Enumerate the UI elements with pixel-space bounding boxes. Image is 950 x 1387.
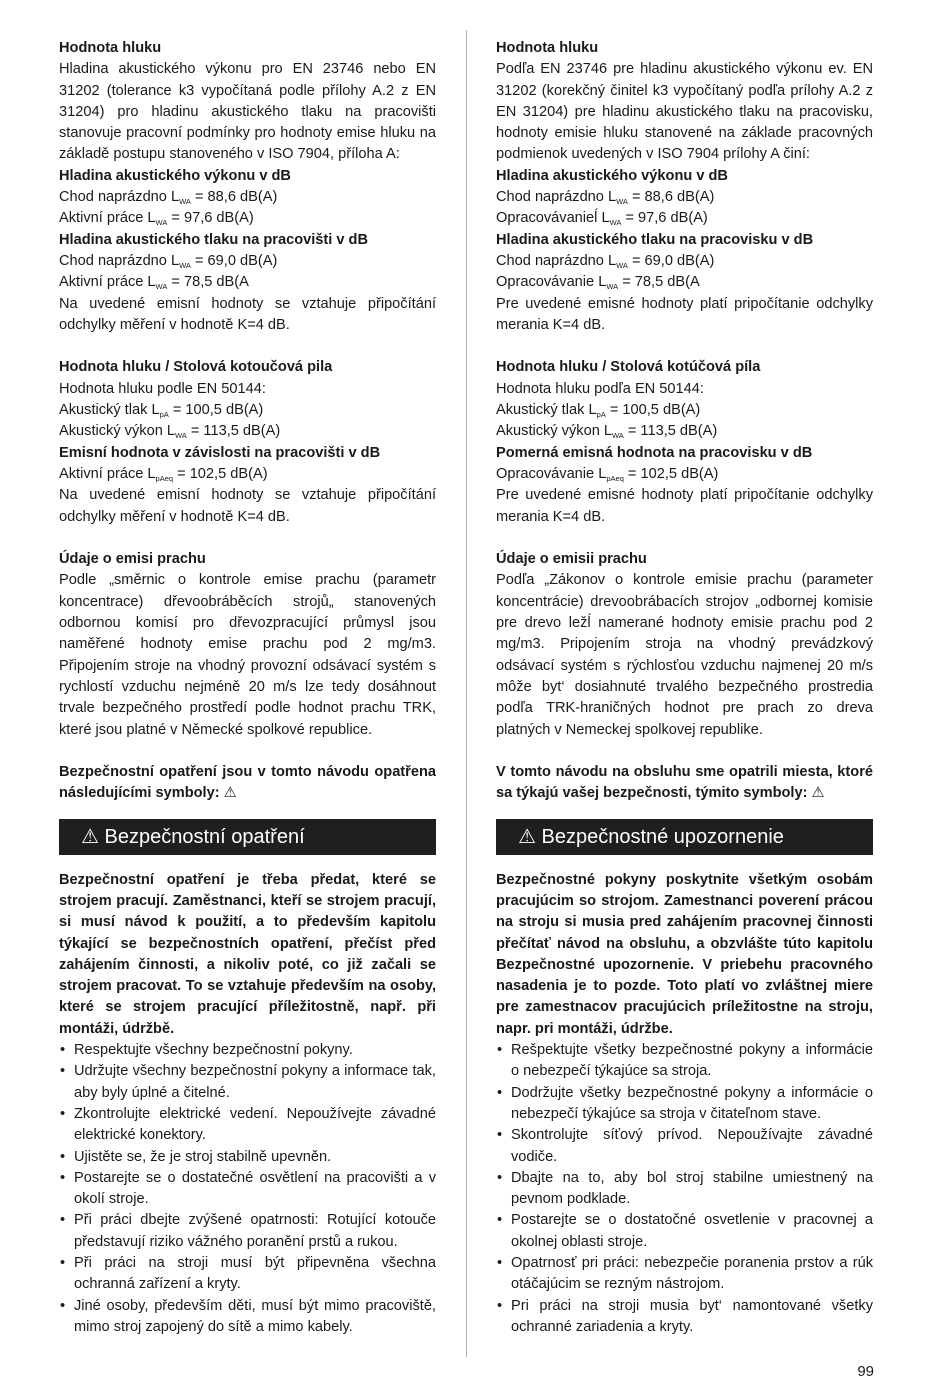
saw-pressure: Akustický tlak $L_{pA} = 100,5$ dB(A) bbox=[59, 402, 264, 420]
safety-title-box: ⚠ Bezpečnostné upozornenie bbox=[496, 819, 873, 855]
safety-intro: Bezpečnostné pokyny poskytnite všetkým osobám pracujúcim so strojom. Zamestnanci poverení prácou na stroju si musia pred zahájením pracovnej činnosti přečítať návod na obsluhu, a obzvlášte túto kapitolu Bezpečnostné upozornenie. V priebehu pracovného nasadenia je to pozde. Toto platí vo zvláštnej miere pre zamestnacov pracujúcich príležitostne na stroju, napr. pri montáži, údržbe. bbox=[496, 871, 873, 1037]
power-heading: Hladina akustického výkonu v dB bbox=[59, 167, 291, 184]
saw-power: Akustický výkon $L_{WA} = 113,5$ dB(A) bbox=[59, 423, 281, 441]
list-item: • Ujistěte se, že je stroj stabilně upevněn. bbox=[59, 1147, 436, 1168]
pressure-heading: Hladina akustického tlaku na pracovisku v dB bbox=[496, 231, 814, 248]
list-item: • Rešpektujte všetky bezpečnostné pokyny a informácie o nebezpečí týkajúce sa stroja. bbox=[496, 1040, 873, 1083]
list-item: • Udržujte všechny bezpečnostní pokyny a informace tak, aby byly úplné a čitelné. bbox=[59, 1061, 436, 1104]
saw-intro: Hodnota hluku podľa EN 50144: bbox=[496, 380, 704, 397]
list-item: • Postarejte se o dostatočné osvetlenie v pracovnej a okolnej oblasti stroje. bbox=[496, 1210, 873, 1253]
pressure-work: Aktivní práce $L_{WA} = 78,5$ dB(A bbox=[59, 274, 249, 292]
saw-intro: Hodnota hluku podle EN 50144: bbox=[59, 380, 266, 397]
safety-title-box: ⚠ Bezpečnostní opatření bbox=[59, 819, 436, 855]
list-item: • Dodržujte všetky bezpečnostné pokyny a informácie o nebezpečí týkajúce sa stroja v čitateľnom stave. bbox=[496, 1083, 873, 1126]
list-item: • Opatrnosť pri práci: nebezpečie poranenia prstov a rúk otáčajúcim se rezným nástrojom. bbox=[496, 1253, 873, 1296]
noise-heading: Hodnota hluku bbox=[496, 40, 599, 56]
list-item: • Jiné osoby, především děti, musí být mimo pracoviště, mimo stroj zapojený do sítě a mimo kabely. bbox=[59, 1296, 436, 1339]
power-work: Aktivní práce $L_{WA} = 97,6$ dB(A) bbox=[59, 210, 254, 228]
left-column bbox=[59, 38, 436, 1338]
pressure-idle: Chod naprázdno $L_{WA} = 69,0$ dB(A) bbox=[59, 252, 278, 270]
list-item: • Při práci na stroji musí být připevněna všechna ochranná zařízení a kryty. bbox=[59, 1253, 436, 1296]
emission-work: Opracovávanie $L_{pAeq} = 102,5$ dB(A) bbox=[496, 465, 719, 483]
list-item: • Skontrolujte síťový prívod. Nepoužívajte závadné vodiče. bbox=[496, 1125, 873, 1168]
symbols-text: Bezpečnostní opatření jsou v tomto návodu opatřena následujícími symboly: ⚠ bbox=[59, 764, 436, 802]
tolerance-text: Pre uvedené emisné hodnoty platí pripočítanie odchylky merania K=4 dB. bbox=[496, 295, 873, 333]
list-item: • Dbajte na to, aby bol stroj stabilne umiestnený na pevnom podklade. bbox=[496, 1168, 873, 1211]
list-item: • Postarejte se o dostatečné osvětlení na pracovišti a v okolí stroje. bbox=[59, 1168, 436, 1211]
list-item: • Zkontrolujte elektrické vedení. Nepoužívejte závadné elektrické konektory. bbox=[59, 1104, 436, 1147]
saw-pressure: Akustický tlak $L_{pA} = 100,5$ dB(A) bbox=[496, 402, 701, 420]
power-idle: Chod naprázdno $L_{WA} = 88,6$ dB(A) bbox=[496, 189, 715, 207]
dust-text: Podľa „Zákonov o kontrole emisie prachu (parameter koncentrácie) drevoobrábacích strojov „odbornej komisie pre drevo ležĺ namerané hodnoty emisie prachu pod 2 mg/m3. Pripojením stroja na vhodný prevádzkový odsávací systém s rýchlosťou vzduchu najmenej 20 m/s môže byt‘ dosiahnuté trvalého bezpečného prostredia podľa TRK-hraničných hodnot pre prach zo dreva platných v Nemeckej spolkovej republike. bbox=[496, 572, 873, 738]
list-item: • Respektujte všechny bezpečnostní pokyny. bbox=[59, 1040, 436, 1061]
emission-tolerance: Na uvedené emisní hodnoty se vztahuje připočítání odchylky měření v hodnotě K=4 dB. bbox=[59, 487, 436, 525]
power-work: Opracovávanieĺ $L_{WA} = 97,6$ dB(A) bbox=[496, 210, 708, 228]
emission-tolerance: Pre uvedené emisné hodnoty platí pripočítanie odchylky merania K=4 dB. bbox=[496, 487, 873, 525]
pressure-work: Opracovávanie $L_{WA} = 78,5$ dB(A bbox=[496, 274, 700, 292]
symbols-text: V tomto návodu na obsluhu sme opatrili miesta, ktoré sa týkajú vašej bezpečnosti, týmito symboly: ⚠ bbox=[496, 764, 873, 802]
list-item: • Při práci dbejte zvýšené opatrnosti: Rotující kotouče představují riziko vážného poranění prstů a rukou. bbox=[59, 1210, 436, 1253]
safety-bullet-list bbox=[59, 1040, 436, 1338]
safety-intro: Bezpečnostní opatření je třeba předat, které se strojem pracují. Zaměstnanci, kteří se strojem pracují, si musí návod k použití, a to především kapitolu týkající se bezpečnostních opatření, přečíst před zahájením činnosti, a nikoliv poté, co již začali se strojem pracovat. To se vztahuje především na osoby, které se strojem pracující příležitostně, např. při montáži, údržbě. bbox=[59, 871, 436, 1037]
dust-heading: Údaje o emisi prachu bbox=[59, 551, 206, 568]
noise-text: Hladina akustického výkonu pro EN 23746 nebo EN 31202 (tolerance k3 vypočítaná podle přílohy A.2 z EN 31204) pro hladinu akustického tlaku na pracovišti stanovuje pracovní podmínky pro hodnoty emise hluku na základě postupu stanoveného v ISO 7904, příloha A: bbox=[59, 61, 436, 163]
power-idle: Chod naprázdno $L_{WA} = 88,6$ dB(A) bbox=[59, 189, 278, 207]
pressure-idle: Chod naprázdno $L_{WA} = 69,0$ dB(A) bbox=[496, 252, 715, 270]
emission-heading: Emisní hodnota v závislosti na pracovišti v dB bbox=[59, 444, 381, 461]
tolerance-text: Na uvedené emisní hodnoty se vztahuje připočítání odchylky měření v hodnotě K=4 dB. bbox=[59, 295, 436, 333]
column-divider bbox=[466, 30, 467, 1357]
saw-heading: Hodnota hluku / Stolová kotoučová pila bbox=[59, 359, 333, 376]
dust-heading: Údaje o emisii prachu bbox=[496, 551, 647, 568]
emission-work: Aktivní práce $L_{pAeq} = 102,5$ dB(A) bbox=[59, 465, 268, 483]
right-column bbox=[496, 38, 873, 1338]
noise-heading: Hodnota hluku bbox=[59, 40, 162, 56]
safety-bullet-list bbox=[496, 1040, 873, 1338]
dust-text: Podle „směrnic o kontrole emise prachu (parametr koncentrace) dřevoobráběcích strojů„ stanovených odbornou komisí pro dřevozpracující průmysl jsou naměřené hodnoty emise prachu pod 2 mg/m3. Připojením stroje na vhodný provozní odsávací systém s rychlostí vzduchu nejméně 20 m/s lze tedy dosáhnout trvale bezpečného prostředí podle hodnot prachu TRK, které jsou platné v Německé spolkové republice. bbox=[59, 572, 436, 738]
saw-power: Akustický výkon $L_{WA} = 113,5$ dB(A) bbox=[496, 423, 718, 441]
list-item: • Pri práci na stroji musia byt‘ namontované všetky ochranné zariadenia a kryty. bbox=[496, 1296, 873, 1339]
pressure-heading: Hladina akustického tlaku na pracovišti v dB bbox=[59, 231, 368, 248]
saw-heading: Hodnota hluku / Stolová kotúčová píla bbox=[496, 359, 761, 376]
page-number: 99 bbox=[857, 1363, 874, 1380]
emission-heading: Pomerná emisná hodnota na pracovisku v dB bbox=[496, 444, 813, 461]
power-heading: Hladina akustického výkonu v dB bbox=[496, 167, 728, 184]
noise-text: Podľa EN 23746 pre hladinu akustického výkonu ev. EN 31202 (korekčný činitel k3 vypočítaný podľa prílohy A.2 z EN 31204) pre hladinu akustického tlaku na pracovisku, hodnoty emisie hluku stanovené na základe pracovných podmienok uvedených v ISO 7904 prílohy A činí: bbox=[496, 61, 873, 163]
